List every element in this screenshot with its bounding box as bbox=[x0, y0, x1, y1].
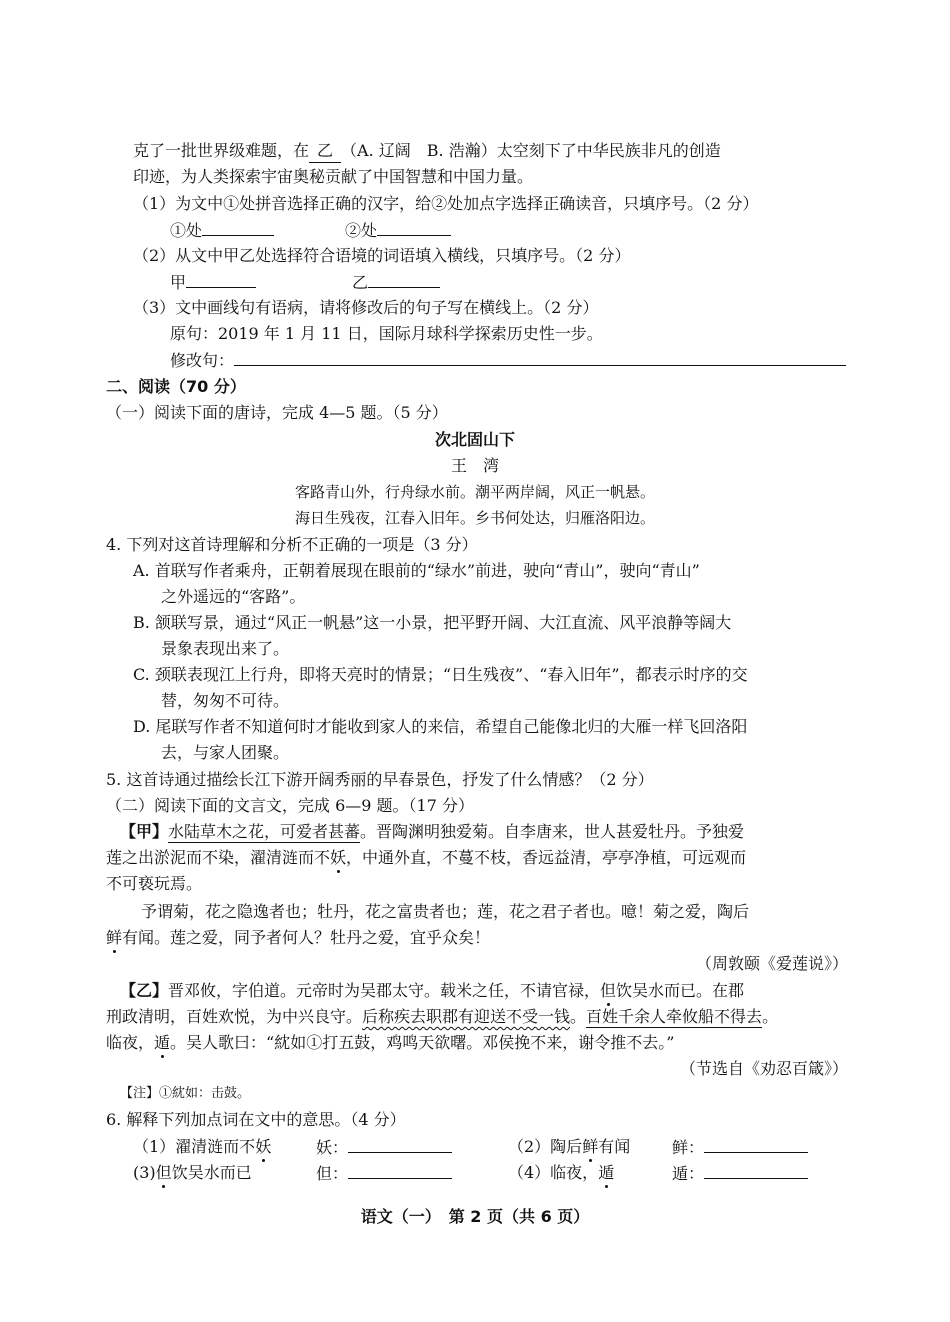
q3-original: 原句：2019 年 1 月 11 日，国际月球科学探索历史性一步。 bbox=[170, 324, 603, 343]
passage-jia-line-3: 不可亵玩焉。 bbox=[106, 874, 203, 893]
passage-note: 【注】①紞如：击鼓。 bbox=[120, 1086, 251, 1101]
poem-line-2: 海日生残夜，江春入旧年。乡书何处达，归雁洛阳边。 bbox=[294, 509, 655, 527]
q4-option-a: A. 首联写作者乘舟，正朝着展现在眼前的“绿水”前进，驶向“青山”，驶向“青山” bbox=[133, 561, 700, 580]
question-5: 5. 这首诗通过描绘长江下游开阔秀丽的早春景色，抒发了什么情感？（2 分） bbox=[106, 770, 654, 789]
part-2-heading: （二）阅读下面的文言文，完成 6—9 题。（17 分） bbox=[106, 796, 474, 815]
page-footer: 语文（一） 第 2 页（共 6 页） bbox=[360, 1207, 590, 1226]
part-1-heading: （一）阅读下面的唐诗，完成 4—5 题。（5 分） bbox=[106, 403, 448, 422]
poem-title: 次北固山下 bbox=[434, 430, 515, 449]
question-2: （2）从文中甲乙处选择符合语境的词语填入横线，只填序号。（2 分） bbox=[133, 246, 631, 265]
question-1: （1）为文中①处拼音选择正确的汉字，给②处加点字选择正确读音，只填序号。（2 分） bbox=[133, 194, 759, 213]
intro-line-2: 印迹，为人类探索宇宙奥秘贡献了中国智慧和中国力量。 bbox=[133, 167, 534, 186]
q4-option-a-cont: 之外遥远的“客路”。 bbox=[161, 587, 306, 606]
q4-option-c: C. 颈联表现江上行舟，即将天亮时的情景；“日生残夜”、“春入旧年”，都表示时序的交 bbox=[133, 665, 748, 684]
section-2-title: 二、阅读（70 分） bbox=[106, 377, 246, 396]
q4-option-d: D. 尾联写作者不知道何时才能收到家人的来信，希望自己能像北归的大雁一样飞回洛阳 bbox=[133, 717, 748, 736]
q4-option-b: B. 颔联写景，通过“风正一帆悬”这一小景，把平野开阔、大江直流、风平浪静等阔大 bbox=[133, 613, 732, 632]
passage-jia-line-2: 莲之出淤泥而不染，濯清涟而不妖，中通外直，不蔓不枝，香远益清，亭亭净植，可远观而 bbox=[106, 848, 747, 867]
q6-item-2: （2）陶后鲜有闻 bbox=[508, 1137, 631, 1156]
question-3: （3）文中画线句有语病，请将修改后的句子写在横线上。（2 分） bbox=[133, 298, 599, 317]
q6-item-4: （4）临夜，遁 bbox=[508, 1163, 615, 1182]
passage-yi-source: （节选自《劝忍百箴》） bbox=[679, 1059, 848, 1078]
question-4: 4. 下列对这首诗理解和分析不正确的一项是（3 分） bbox=[106, 535, 478, 554]
poem-author: 王 湾 bbox=[450, 456, 499, 475]
q6-item-3-answer: 但： bbox=[316, 1162, 452, 1185]
q4-option-c-cont: 替，匆匆不可待。 bbox=[161, 691, 290, 710]
poem-line-1: 客路青山外，行舟绿水前。潮平两岸阔，风正一帆悬。 bbox=[294, 483, 655, 501]
passage-yi-line-1: 【乙】晋邓攸，字伯道。元帝时为吴郡太守。载米之任，不请官禄，但饮吴水而已。在郡 bbox=[120, 981, 745, 1000]
intro-line-1: 克了一批世界级难题，在 乙 （A. 辽阔 B. 浩瀚）太空刻下了中华民族非凡的创造 bbox=[133, 140, 721, 163]
q2-answer-1: 甲 bbox=[170, 271, 256, 294]
passage-jia-line-1: 【甲】水陆草木之花，可爱者甚蕃。晋陶渊明独爱菊。自李唐来，世人甚爱牡丹。予独爱 bbox=[120, 822, 745, 841]
q6-item-4-answer: 遁： bbox=[672, 1162, 808, 1185]
passage-yi-line-2: 刑政清明，百姓欢悦，为中兴良守。后称疾去职郡有迎送不受一钱。百姓千余人牵攸船不得去。 bbox=[106, 1007, 779, 1026]
answer-yi: 乙 bbox=[309, 140, 341, 163]
q6-item-2-answer: 鲜： bbox=[672, 1136, 808, 1159]
q4-option-d-cont: 去，与家人团聚。 bbox=[161, 743, 290, 762]
question-6: 6. 解释下列加点词在文中的意思。（4 分） bbox=[106, 1110, 406, 1129]
q6-item-1: （1）濯清涟而不妖 bbox=[133, 1137, 272, 1156]
passage-yi-line-3: 临夜，遁。吴人歌曰：“紞如①打五鼓，鸡鸣天欲曙。邓侯挽不来，谢令推不去。” bbox=[106, 1033, 675, 1052]
q3-fix: 修改句： bbox=[170, 349, 846, 372]
passage-jia-source: （周敦颐《爱莲说》） bbox=[695, 954, 848, 973]
q2-answer-2: 乙 bbox=[352, 271, 440, 294]
q1-answer-2: ②处 bbox=[345, 219, 451, 242]
passage-jia-line-5: 鲜有闻。莲之爱，同予者何人？牡丹之爱，宜乎众矣！ bbox=[106, 928, 491, 947]
passage-jia-line-4: 予谓菊，花之隐逸者也；牡丹，花之富贵者也；莲，花之君子者也。噫！菊之爱，陶后 bbox=[141, 902, 750, 921]
q1-answer-1: ①处 bbox=[170, 219, 274, 242]
q4-option-b-cont: 景象表现出来了。 bbox=[161, 639, 290, 658]
q6-item-1-answer: 妖： bbox=[316, 1136, 452, 1159]
q6-item-3: (3)但饮吴水而已 bbox=[133, 1163, 252, 1182]
